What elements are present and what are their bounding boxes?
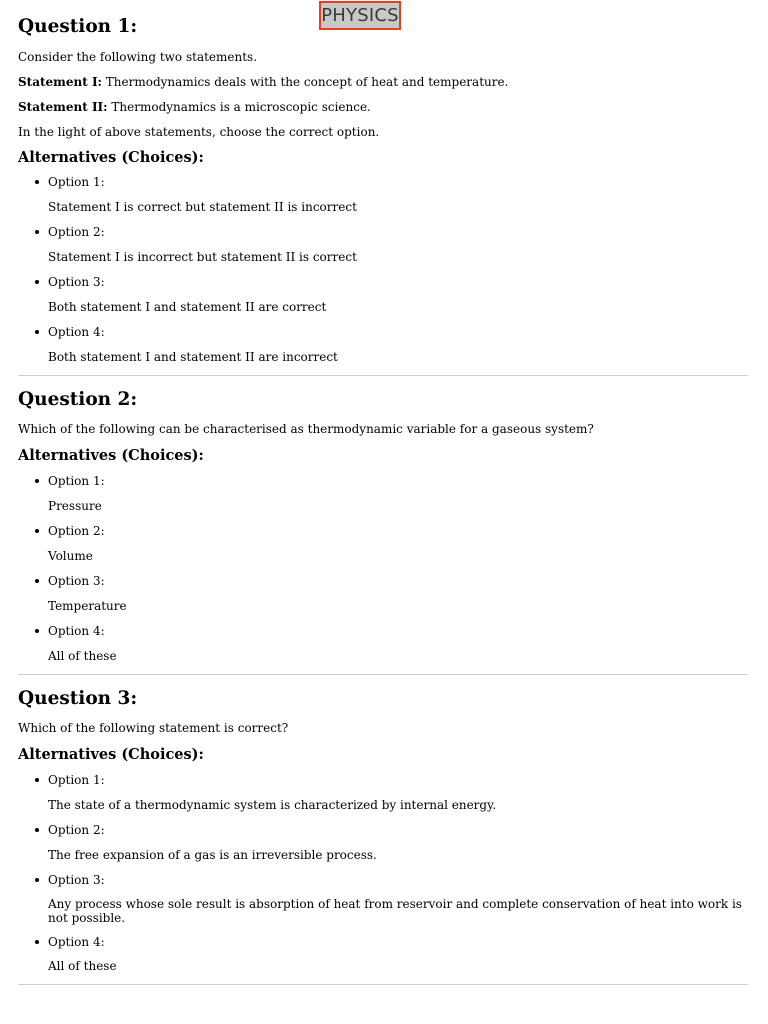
question-title: Question 1:: [18, 16, 138, 37]
alternatives-heading: Alternatives (Choices):: [18, 149, 204, 166]
option-text: Pressure: [48, 499, 102, 513]
question-intro: Which of the following can be characterised as thermodynamic variable for a gaseous system?: [18, 422, 594, 436]
option-label: Option 4:: [48, 324, 748, 340]
option-item: [18, 174, 748, 215]
question-3: [18, 687, 748, 974]
option-item: [18, 822, 748, 863]
option-item: [18, 473, 748, 514]
option-label: Option 4:: [48, 623, 748, 639]
option-label: Option 1:: [48, 473, 748, 489]
question-divider: [18, 984, 748, 985]
option-label: Option 1:: [48, 772, 748, 788]
option-label: Option 2:: [48, 822, 748, 838]
question-title: Question 3:: [18, 688, 138, 709]
option-label: Option 4:: [48, 934, 748, 950]
statement-label: Statement II:: [18, 100, 108, 114]
option-text: All of these: [48, 649, 117, 663]
statement-text: Thermodynamics is a microscopic science.: [107, 100, 371, 114]
option-text: Statement I is correct but statement II is incorrect: [48, 200, 357, 214]
question-intro: Consider the following two statements.: [18, 50, 258, 64]
options-list: [18, 473, 748, 664]
option-item: [18, 934, 748, 974]
question-intro: Which of the following statement is correct?: [18, 721, 289, 735]
statement-2: [18, 99, 748, 115]
option-text: Both statement I and statement II are correct: [48, 300, 327, 314]
option-label: Option 1:: [48, 174, 748, 190]
question-1: [18, 15, 748, 365]
statement-label: Statement I:: [18, 75, 102, 89]
question-title: Question 2:: [18, 389, 138, 410]
option-text: Both statement I and statement II are incorrect: [48, 350, 338, 364]
option-item: [18, 224, 748, 265]
question-2: [18, 388, 748, 664]
option-item: [18, 872, 748, 925]
options-list: [18, 174, 748, 365]
option-item: [18, 623, 748, 664]
option-label: Option 2:: [48, 523, 748, 539]
option-text: Temperature: [48, 599, 127, 613]
option-item: [18, 772, 748, 813]
option-item: [18, 523, 748, 564]
question-divider: [18, 674, 748, 675]
option-item: [18, 324, 748, 365]
option-text: All of these: [48, 959, 117, 973]
option-label: Option 2:: [48, 224, 748, 240]
option-text: The free expansion of a gas is an irreversible process.: [48, 848, 377, 862]
alternatives-heading: Alternatives (Choices):: [18, 746, 204, 763]
option-item: [18, 573, 748, 614]
question-list: [18, 0, 748, 985]
option-label: Option 3:: [48, 274, 748, 290]
options-list: [18, 772, 748, 974]
option-text: Volume: [48, 549, 93, 563]
option-text: Any process whose sole result is absorption of heat from reservoir and complete conservation of heat into work is not possible.: [48, 897, 742, 925]
statement-1: [18, 74, 748, 90]
alternatives-heading: Alternatives (Choices):: [18, 447, 204, 464]
option-label: Option 3:: [48, 573, 748, 589]
option-text: Statement I is incorrect but statement II is correct: [48, 250, 357, 264]
option-text: The state of a thermodynamic system is characterized by internal energy.: [48, 798, 497, 812]
question-divider: [18, 375, 748, 376]
option-item: [18, 274, 748, 315]
option-label: Option 3:: [48, 872, 748, 888]
statement-text: Thermodynamics deals with the concept of heat and temperature.: [101, 75, 509, 89]
subject-badge: PHYSICS: [319, 1, 401, 30]
question-prompt: In the light of above statements, choose the correct option.: [18, 125, 380, 139]
